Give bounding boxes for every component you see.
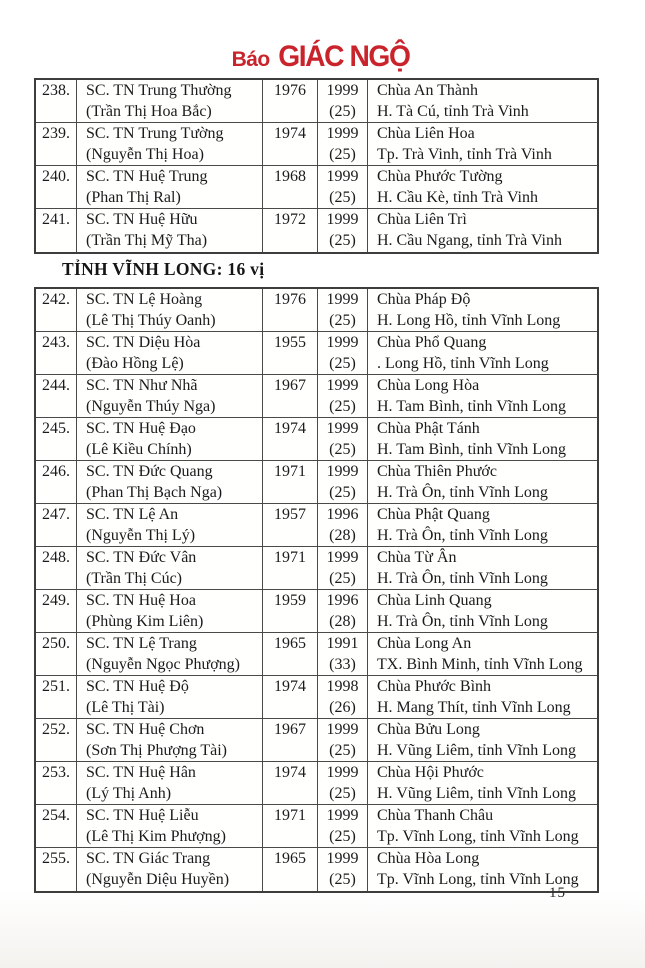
ordination-age: (25)	[329, 784, 356, 802]
dharma-name: SC. TN Lệ An	[86, 506, 179, 523]
ordination-cell	[318, 166, 368, 208]
ordination-year: 1999	[326, 549, 359, 566]
row-number: 255.	[36, 848, 77, 891]
temple-name: Chùa Phật Tánh	[377, 420, 480, 437]
birth-year: 1959	[263, 590, 318, 632]
name-cell	[77, 166, 263, 208]
name-cell	[77, 332, 263, 374]
table-row	[36, 848, 597, 891]
ordination-cell	[318, 633, 368, 675]
ordination-cell	[318, 547, 368, 589]
row-number: 241.	[36, 209, 77, 252]
ordination-cell	[318, 676, 368, 718]
temple-name: Chùa Hội Phước	[377, 764, 484, 781]
temple-cell	[368, 418, 597, 460]
table-row	[36, 209, 597, 252]
row-number: 253.	[36, 762, 77, 804]
ordination-year: 1999	[326, 850, 359, 867]
temple-cell	[368, 289, 597, 331]
name-cell	[77, 375, 263, 417]
temple-location: H. Tam Bình, tỉnh Vĩnh Long	[377, 397, 566, 415]
temple-name: Chùa Bửu Long	[377, 721, 480, 738]
ordination-year: 1996	[326, 506, 359, 523]
temple-cell	[368, 762, 597, 804]
table-row	[36, 375, 597, 418]
temple-name: Chùa Phật Quang	[377, 506, 490, 523]
temple-cell	[368, 461, 597, 503]
registry-table-vinh-long	[34, 287, 599, 893]
dharma-name: SC. TN Trung Tường	[86, 125, 224, 142]
ordination-year: 1999	[326, 721, 359, 738]
lay-name: (Nguyễn Ngọc Phượng)	[86, 655, 240, 673]
row-number: 249.	[36, 590, 77, 632]
page-number: 15	[549, 885, 566, 901]
name-cell	[77, 461, 263, 503]
temple-name: Chùa Phổ Quang	[377, 334, 487, 351]
name-cell	[77, 590, 263, 632]
ordination-year: 1999	[326, 168, 359, 185]
lay-name: (Phùng Kim Liên)	[86, 612, 204, 630]
row-number: 238.	[36, 80, 77, 122]
table-row	[36, 590, 597, 633]
dharma-name: SC. TN Lệ Trang	[86, 635, 197, 652]
temple-location: H. Mang Thít, tỉnh Vĩnh Long	[377, 698, 571, 716]
lay-name: (Phan Thị Ral)	[86, 188, 181, 206]
table-row	[36, 166, 597, 209]
dharma-name: SC. TN Diệu Hòa	[86, 334, 201, 351]
temple-name: Chùa Từ Ân	[377, 549, 457, 566]
temple-cell	[368, 504, 597, 546]
row-number: 252.	[36, 719, 77, 761]
ordination-cell	[318, 123, 368, 165]
temple-location: H. Tam Bình, tỉnh Vĩnh Long	[377, 440, 566, 458]
ordination-year: 1996	[326, 592, 359, 609]
ordination-year: 1999	[326, 463, 359, 480]
ordination-age: (25)	[329, 102, 356, 120]
ordination-year: 1999	[326, 82, 359, 99]
lay-name: (Lê Thị Tài)	[86, 698, 165, 716]
ordination-age: (25)	[329, 483, 356, 501]
name-cell	[77, 719, 263, 761]
lay-name: (Trần Thị Hoa Bắc)	[86, 102, 212, 120]
name-cell	[77, 504, 263, 546]
temple-cell	[368, 166, 597, 208]
lay-name: (Sơn Thị Phượng Tài)	[86, 741, 228, 759]
temple-location: H. Tà Cú, tỉnh Trà Vinh	[377, 102, 529, 120]
ordination-cell	[318, 590, 368, 632]
ordination-age: (25)	[329, 569, 356, 587]
table-row	[36, 504, 597, 547]
ordination-age: (25)	[329, 311, 356, 329]
temple-cell	[368, 547, 597, 589]
ordination-year: 1998	[326, 678, 359, 695]
temple-location: H. Trà Ôn, tỉnh Vĩnh Long	[377, 483, 548, 501]
ordination-age: (25)	[329, 188, 356, 206]
lay-name: (Đào Hồng Lệ)	[86, 354, 184, 372]
ordination-age: (25)	[329, 145, 356, 163]
table-row	[36, 289, 597, 332]
temple-location: Tp. Trà Vinh, tỉnh Trà Vinh	[377, 145, 552, 163]
row-number: 254.	[36, 805, 77, 847]
lay-name: (Trần Thị Mỹ Tha)	[86, 231, 208, 249]
temple-location: H. Trà Ôn, tỉnh Vĩnh Long	[377, 526, 548, 544]
table-row	[36, 547, 597, 590]
temple-location: H. Trà Ôn, tỉnh Vĩnh Long	[377, 612, 548, 630]
dharma-name: SC. TN Huệ Hữu	[86, 211, 198, 228]
ordination-cell	[318, 289, 368, 331]
ordination-age: (28)	[329, 612, 356, 630]
temple-location: TX. Bình Minh, tỉnh Vĩnh Long	[377, 655, 583, 673]
dharma-name: SC. TN Huệ Hân	[86, 764, 196, 781]
dharma-name: SC. TN Huệ Độ	[86, 678, 189, 695]
name-cell	[77, 209, 263, 252]
temple-location: H. Cầu Ngang, tỉnh Trà Vinh	[377, 231, 562, 249]
table-row	[36, 461, 597, 504]
birth-year: 1967	[263, 719, 318, 761]
ordination-age: (25)	[329, 354, 356, 372]
table-row	[36, 676, 597, 719]
temple-name: Chùa Long Hòa	[377, 377, 480, 394]
ordination-year: 1999	[326, 291, 359, 308]
temple-name: Chùa Thanh Châu	[377, 807, 494, 824]
temple-location: H. Long Hồ, tỉnh Vĩnh Long	[377, 311, 561, 329]
row-number: 247.	[36, 504, 77, 546]
ordination-age: (25)	[329, 231, 356, 249]
temple-name: Chùa Phước Bình	[377, 678, 492, 695]
birth-year: 1968	[263, 166, 318, 208]
table-row	[36, 719, 597, 762]
dharma-name: SC. TN Huệ Chơn	[86, 721, 205, 738]
dharma-name: SC. TN Huệ Đạo	[86, 420, 196, 437]
birth-year: 1971	[263, 461, 318, 503]
ordination-cell	[318, 762, 368, 804]
birth-year: 1974	[263, 762, 318, 804]
birth-year: 1971	[263, 547, 318, 589]
name-cell	[77, 762, 263, 804]
ordination-age: (33)	[329, 655, 356, 673]
lay-name: (Nguyễn Thị Lý)	[86, 526, 196, 544]
dharma-name: SC. TN Lệ Hoàng	[86, 291, 203, 308]
temple-name: Chùa Long An	[377, 635, 472, 652]
ordination-year: 1999	[326, 125, 359, 142]
lay-name: (Lê Kiều Chính)	[86, 440, 192, 458]
birth-year: 1967	[263, 375, 318, 417]
temple-name: Chùa Phước Tường	[377, 168, 503, 185]
temple-cell	[368, 590, 597, 632]
lay-name: (Phan Thị Bạch Nga)	[86, 483, 223, 501]
dharma-name: SC. TN Trung Thường	[86, 82, 232, 99]
registry-table-tra-vinh	[34, 78, 599, 254]
lay-name: (Trần Thị Cúc)	[86, 569, 182, 587]
temple-cell	[368, 633, 597, 675]
name-cell	[77, 289, 263, 331]
dharma-name: SC. TN Huệ Liễu	[86, 807, 199, 824]
masthead	[0, 40, 645, 74]
temple-name: Chùa Hòa Long	[377, 850, 480, 867]
temple-cell	[368, 719, 597, 761]
temple-cell	[368, 209, 597, 252]
section-heading-vinh-long: TỈNH VĨNH LONG: 16 vị	[62, 259, 265, 279]
lay-name: (Lê Thị Kim Phượng)	[86, 827, 226, 845]
row-number: 246.	[36, 461, 77, 503]
ordination-cell	[318, 848, 368, 891]
dharma-name: SC. TN Như Nhã	[86, 377, 198, 394]
temple-cell	[368, 80, 597, 122]
temple-name: Chùa Pháp Độ	[377, 291, 471, 308]
ordination-cell	[318, 332, 368, 374]
lay-name: (Nguyễn Diệu Huyền)	[86, 870, 230, 888]
ordination-cell	[318, 209, 368, 252]
table-row	[36, 123, 597, 166]
table-row	[36, 418, 597, 461]
temple-cell	[368, 805, 597, 847]
lay-name: (Nguyễn Thúy Nga)	[86, 397, 216, 415]
ordination-age: (26)	[329, 698, 356, 716]
ordination-age: (25)	[329, 440, 356, 458]
birth-year: 1965	[263, 633, 318, 675]
temple-name: Chùa Linh Quang	[377, 592, 492, 609]
masthead-title: GIÁC NGỘ	[277, 40, 410, 73]
birth-year: 1955	[263, 332, 318, 374]
ordination-cell	[318, 80, 368, 122]
dharma-name: SC. TN Huệ Hoa	[86, 592, 196, 609]
ordination-year: 1999	[326, 377, 359, 394]
temple-cell	[368, 123, 597, 165]
ordination-cell	[318, 375, 368, 417]
ordination-cell	[318, 504, 368, 546]
ordination-cell	[318, 805, 368, 847]
ordination-cell	[318, 461, 368, 503]
birth-year: 1974	[263, 418, 318, 460]
birth-year: 1971	[263, 805, 318, 847]
temple-cell	[368, 676, 597, 718]
temple-location: . Long Hồ, tỉnh Vĩnh Long	[377, 354, 549, 372]
temple-location: Tp. Vĩnh Long, tỉnh Vĩnh Long	[377, 870, 579, 888]
table-row	[36, 80, 597, 123]
lay-name: (Lê Thị Thúy Oanh)	[86, 311, 216, 329]
name-cell	[77, 848, 263, 891]
temple-cell	[368, 375, 597, 417]
temple-location: H. Vũng Liêm, tỉnh Vĩnh Long	[377, 741, 576, 759]
row-number: 245.	[36, 418, 77, 460]
dharma-name: SC. TN Đức Quang	[86, 463, 213, 480]
dharma-name: SC. TN Đức Vân	[86, 549, 197, 566]
temple-name: Chùa Liên Trì	[377, 211, 467, 228]
ordination-cell	[318, 418, 368, 460]
lay-name: (Lý Thị Anh)	[86, 784, 172, 802]
ordination-age: (25)	[329, 741, 356, 759]
ordination-year: 1999	[326, 211, 359, 228]
temple-location: Tp. Vĩnh Long, tỉnh Vĩnh Long	[377, 827, 579, 845]
ordination-cell	[318, 719, 368, 761]
birth-year: 1965	[263, 848, 318, 891]
row-number: 250.	[36, 633, 77, 675]
dharma-name: SC. TN Huệ Trung	[86, 168, 208, 185]
birth-year: 1972	[263, 209, 318, 252]
row-number: 243.	[36, 332, 77, 374]
row-number: 242.	[36, 289, 77, 331]
temple-location: H. Vũng Liêm, tỉnh Vĩnh Long	[377, 784, 576, 802]
row-number: 251.	[36, 676, 77, 718]
dharma-name: SC. TN Giác Trang	[86, 850, 211, 867]
ordination-year: 1991	[326, 635, 359, 652]
row-number: 244.	[36, 375, 77, 417]
ordination-age: (25)	[329, 870, 356, 888]
temple-cell	[368, 332, 597, 374]
temple-name: Chùa Liên Hoa	[377, 125, 475, 142]
name-cell	[77, 123, 263, 165]
row-number: 240.	[36, 166, 77, 208]
name-cell	[77, 676, 263, 718]
table-row	[36, 332, 597, 375]
temple-name: Chùa Thiên Phước	[377, 463, 497, 480]
birth-year: 1976	[263, 80, 318, 122]
name-cell	[77, 805, 263, 847]
row-number: 248.	[36, 547, 77, 589]
lay-name: (Nguyễn Thị Hoa)	[86, 145, 204, 163]
temple-location: H. Cầu Kè, tỉnh Trà Vinh	[377, 188, 538, 206]
table-row	[36, 762, 597, 805]
name-cell	[77, 80, 263, 122]
ordination-year: 1999	[326, 807, 359, 824]
row-number: 239.	[36, 123, 77, 165]
birth-year: 1957	[263, 504, 318, 546]
table-row	[36, 805, 597, 848]
masthead-prefix: Báo	[231, 48, 270, 71]
table-row	[36, 633, 597, 676]
ordination-year: 1999	[326, 764, 359, 781]
temple-name: Chùa An Thành	[377, 82, 479, 99]
ordination-age: (25)	[329, 397, 356, 415]
ordination-age: (28)	[329, 526, 356, 544]
ordination-year: 1999	[326, 334, 359, 351]
name-cell	[77, 633, 263, 675]
name-cell	[77, 547, 263, 589]
birth-year: 1974	[263, 123, 318, 165]
ordination-year: 1999	[326, 420, 359, 437]
birth-year: 1974	[263, 676, 318, 718]
name-cell	[77, 418, 263, 460]
ordination-age: (25)	[329, 827, 356, 845]
temple-location: H. Trà Ôn, tỉnh Vĩnh Long	[377, 569, 548, 587]
birth-year: 1976	[263, 289, 318, 331]
